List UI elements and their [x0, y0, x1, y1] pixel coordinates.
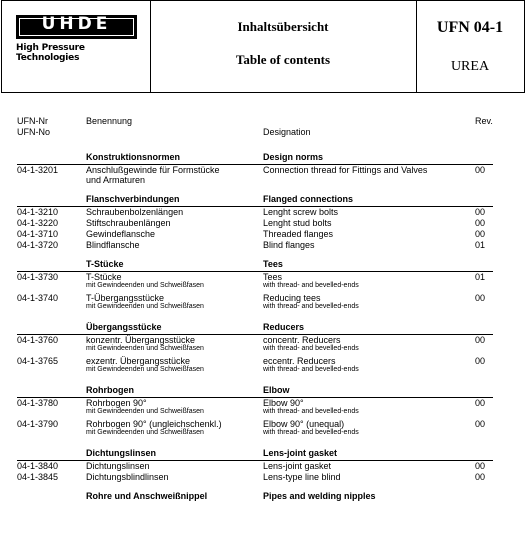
row-revision: 00: [475, 472, 486, 482]
row-name-en: Elbow 90° (unequal): [263, 419, 345, 429]
row-number: 04-1-3710: [17, 229, 59, 239]
row-revision: 00: [475, 293, 486, 303]
row-name-en: Lens-joint gasket: [263, 461, 332, 471]
logo-cell: [2, 1, 151, 92]
row-name-de-continued: und Armaturen: [86, 175, 146, 185]
row-name-en: Reducing tees: [263, 293, 321, 303]
title-german: Inhaltsübersicht: [237, 19, 329, 34]
section-title-de: Flanschverbindungen: [86, 194, 180, 204]
row-number: 04-1-3840: [17, 461, 59, 471]
column-header-rev: Rev.: [475, 116, 493, 126]
row-subtitle-en: with thread- and bevelled-ends: [263, 345, 359, 352]
row-number: 04-1-3201: [17, 165, 59, 175]
row-subtitle-en: with thread- and bevelled-ends: [263, 366, 359, 373]
row-name-de: exzentr. Übergangsstücke: [86, 356, 191, 366]
row-name-en: Tees: [263, 272, 283, 282]
row-subtitle-de: mit Gewindeenden und Schweißfasen: [86, 345, 204, 352]
row-revision: 00: [475, 356, 486, 366]
row-revision: 01: [475, 272, 486, 282]
row-name-de: Dichtungslinsen: [86, 461, 150, 471]
row-subtitle-de: mit Gewindeenden und Schweißfasen: [86, 282, 204, 289]
row-subtitle-en: with thread- and bevelled-ends: [263, 282, 359, 289]
row-revision: 00: [475, 419, 486, 429]
title-cell: [150, 1, 417, 92]
logo-subtitle: High Pressure Technologies: [16, 43, 85, 63]
row-name-de: Stiftschraubenlängen: [86, 218, 171, 228]
uhde-logo: [16, 15, 137, 39]
row-name-en: Lenght stud bolts: [263, 218, 332, 228]
document-id: UFN 04-1: [436, 19, 504, 36]
row-subtitle-de: mit Gewindeenden und Schweißfasen: [86, 303, 204, 310]
column-header-nr-de: UFN-Nr: [17, 116, 48, 126]
section-title-en: Design norms: [263, 152, 324, 162]
row-name-en: Blind flanges: [263, 240, 315, 250]
title-english: Table of contents: [235, 52, 331, 67]
column-header-nr-en: UFN-No: [17, 127, 50, 137]
row-name-en: Lens-type line blind: [263, 472, 341, 482]
row-revision: 00: [475, 229, 486, 239]
row-revision: 00: [475, 461, 486, 471]
section-title-en: Flanged connections: [263, 194, 354, 204]
row-revision: 00: [475, 165, 486, 175]
row-number: 04-1-3220: [17, 218, 59, 228]
row-number: 04-1-3760: [17, 335, 59, 345]
document-subtitle: UREA: [450, 59, 490, 74]
row-subtitle-en: with thread- and bevelled-ends: [263, 303, 359, 310]
section-title-de: T-Stücke: [86, 259, 124, 269]
row-revision: 01: [475, 240, 486, 250]
row-number: 04-1-3720: [17, 240, 59, 250]
row-subtitle-de: mit Gewindeenden und Schweißfasen: [86, 408, 204, 415]
row-number: 04-1-3730: [17, 272, 59, 282]
section-title-en: Lens-joint gasket: [263, 448, 338, 458]
section-title-de: Konstruktionsnormen: [86, 152, 181, 162]
row-name-en: Threaded flanges: [263, 229, 334, 239]
column-header-name-de: Benennung: [86, 116, 133, 126]
row-name-de: T-Übergangsstücke: [86, 293, 165, 303]
section-title-en: Elbow: [263, 385, 290, 395]
section-title-de: Dichtungslinsen: [86, 448, 157, 458]
row-name-en: Connection thread for Fittings and Valves: [263, 165, 428, 175]
row-number: 04-1-3765: [17, 356, 59, 366]
row-number: 04-1-3780: [17, 398, 59, 408]
row-number: 04-1-3790: [17, 419, 59, 429]
row-subtitle-de: mit Gewindeenden und Schweißfasen: [86, 429, 204, 436]
section-title-en: Pipes and welding nipples: [263, 491, 376, 501]
row-revision: 00: [475, 398, 486, 408]
row-subtitle-en: with thread- and bevelled-ends: [263, 429, 359, 436]
row-name-de: Blindflansche: [86, 240, 140, 250]
row-name-de: Rohrbogen 90° (ungleichschenkl.): [86, 419, 222, 429]
section-title-en: Reducers: [263, 322, 305, 332]
row-name-de: konzentr. Übergangsstücke: [86, 335, 196, 345]
document-header: [1, 0, 525, 93]
row-revision: 00: [475, 207, 486, 217]
row-name-de: T-Stücke: [86, 272, 122, 282]
logo-text: UHDE: [41, 14, 112, 34]
row-name-en: concentr. Reducers: [263, 335, 341, 345]
row-name-de: Gewindeflansche: [86, 229, 156, 239]
section-title-de: Übergangsstücke: [86, 322, 162, 332]
row-name-en: Lenght screw bolts: [263, 207, 339, 217]
section-title-en: Tees: [263, 259, 283, 269]
row-subtitle-de: mit Gewindeenden und Schweißfasen: [86, 366, 204, 373]
row-name-de: Anschlußgewinde für Formstücke: [86, 165, 220, 175]
document-id-cell: [416, 1, 524, 92]
row-name-de: Dichtungsblindlinsen: [86, 472, 169, 482]
section-title-de: Rohre und Anschweißnippel: [86, 491, 208, 501]
row-revision: 00: [475, 218, 486, 228]
column-header-name-en: Designation: [263, 127, 311, 137]
row-revision: 00: [475, 335, 486, 345]
row-number: 04-1-3210: [17, 207, 59, 217]
row-name-de: Schraubenbolzenlängen: [86, 207, 184, 217]
row-name-en: eccentr. Reducers: [263, 356, 336, 366]
row-name-de: Rohrbogen 90°: [86, 398, 147, 408]
section-title-de: Rohrbogen: [86, 385, 134, 395]
row-subtitle-en: with thread- and bevelled-ends: [263, 408, 359, 415]
row-number: 04-1-3740: [17, 293, 59, 303]
row-name-en: Elbow 90°: [263, 398, 304, 408]
row-number: 04-1-3845: [17, 472, 59, 482]
